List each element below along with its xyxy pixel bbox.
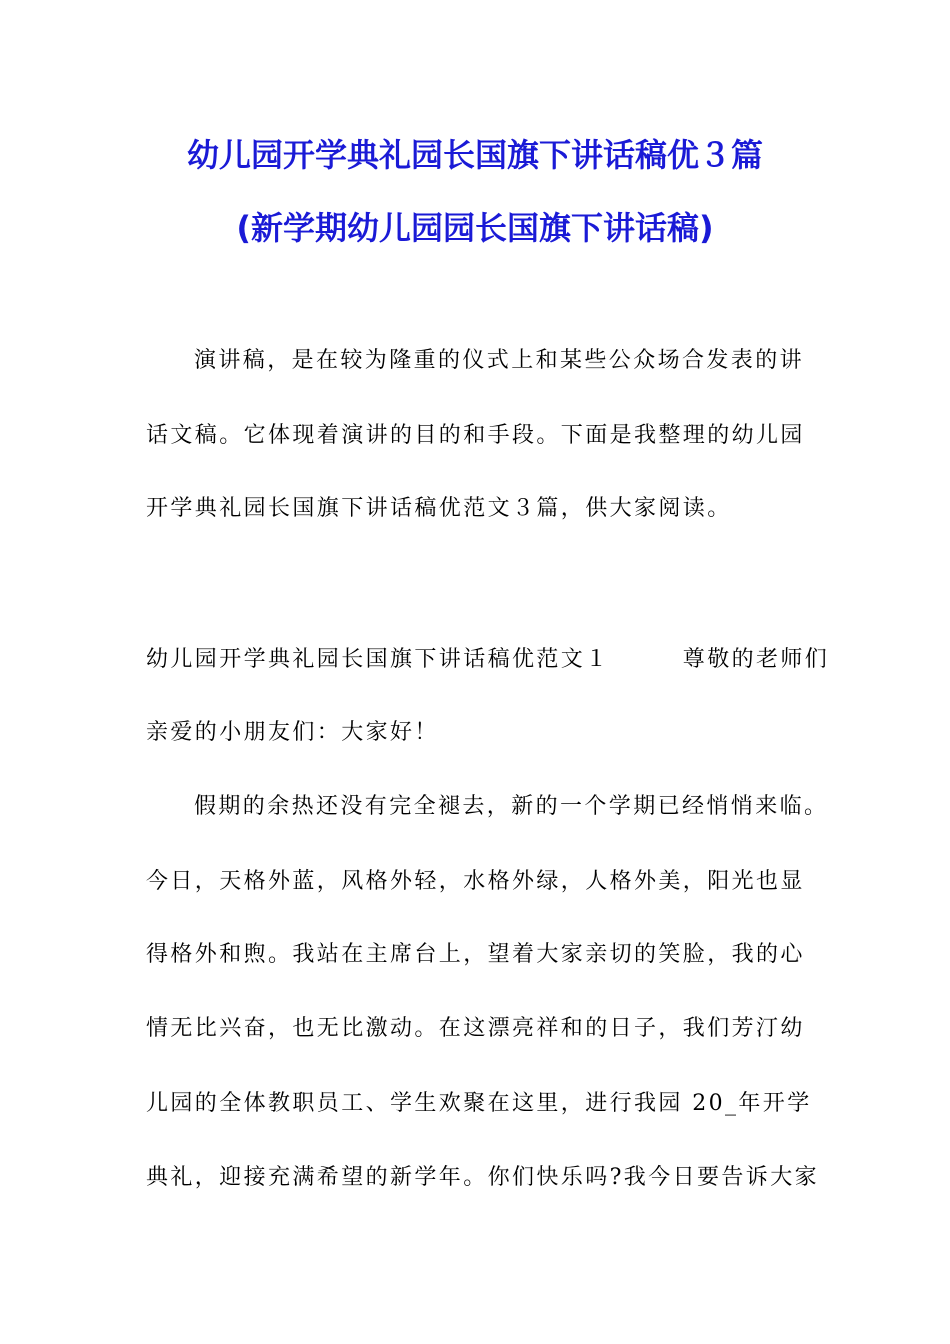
- body-line-6: 典礼，迎接充满希望的新学年。你们快乐吗?我今日要告诉大家: [146, 1165, 819, 1190]
- document-title-line-1: 幼儿园开学典礼园长国旗下讲话稿优３篇: [186, 136, 763, 174]
- article-heading-line: 幼儿园开学典礼园长国旗下讲话稿优范文１ 尊敬的老师们: [146, 647, 830, 672]
- body-line-5: 儿园的全体教职员工、学生欢聚在这里，进行我园 20_年开学: [146, 1091, 812, 1116]
- article-greeting: 亲爱的小朋友们：大家好！: [146, 720, 439, 745]
- body-line-3: 得格外和煦。我站在主席台上，望着大家亲切的笑脸，我的心: [146, 942, 805, 967]
- body-line-1: 假期的余热还没有完全褪去，新的一个学期已经悄悄来临。: [194, 794, 829, 819]
- document-title-line-2: (新学期幼儿园园长国旗下讲话稿): [236, 209, 714, 247]
- body-line-2: 今日，天格外蓝，风格外轻，水格外绿，人格外美，阳光也显: [146, 869, 805, 894]
- intro-paragraph-line-2: 话文稿。它体现着演讲的目的和手段。下面是我整理的幼儿园: [146, 423, 805, 448]
- intro-paragraph-line-3: 开学典礼园长国旗下讲话稿优范文３篇，供大家阅读。: [146, 496, 732, 521]
- intro-paragraph-line-1: 演讲稿，是在较为隆重的仪式上和某些公众场合发表的讲: [194, 348, 805, 373]
- body-line-4: 情无比兴奋，也无比激动。在这漂亮祥和的日子，我们芳汀幼: [146, 1016, 805, 1041]
